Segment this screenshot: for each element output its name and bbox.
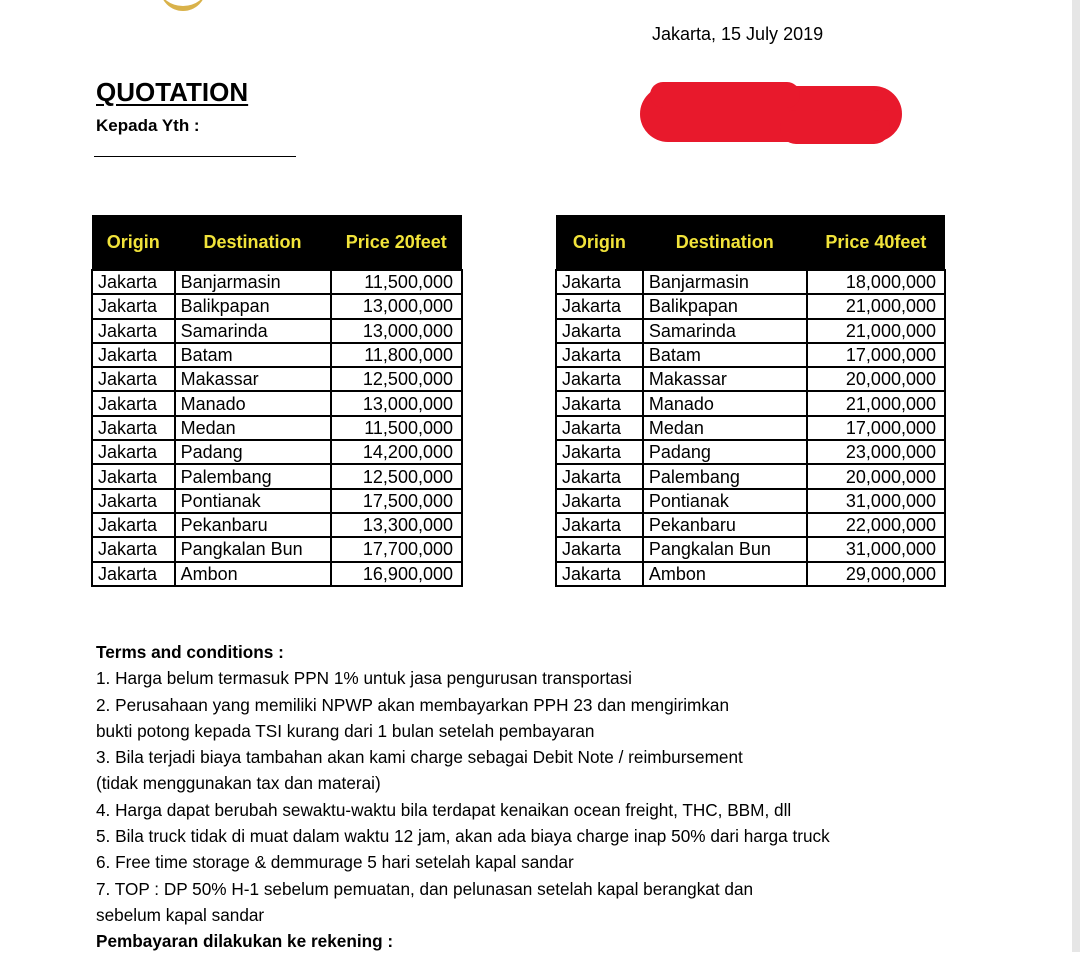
destination-cell: Medan xyxy=(643,416,807,440)
table-row xyxy=(556,416,945,440)
price-cell: 14,200,000 xyxy=(331,440,463,464)
destination-cell: Padang xyxy=(175,440,331,464)
table-row xyxy=(92,294,462,318)
price-cell: 29,000,000 xyxy=(807,562,945,586)
price-cell: 21,000,000 xyxy=(807,391,945,415)
table-row xyxy=(556,391,945,415)
terms-line: 1. Harga belum termasuk PPN 1% untuk jasa pengurusan transportasi xyxy=(96,668,632,689)
price-cell: 18,000,000 xyxy=(807,270,945,294)
price-cell: 13,000,000 xyxy=(331,319,463,343)
origin-cell: Jakarta xyxy=(92,464,175,488)
table-row xyxy=(92,367,462,391)
destination-cell: Manado xyxy=(643,391,807,415)
origin-cell: Jakarta xyxy=(556,489,643,513)
origin-cell: Jakarta xyxy=(556,513,643,537)
origin-cell: Jakarta xyxy=(92,294,175,318)
origin-cell: Jakarta xyxy=(92,562,175,586)
destination-cell: Pangkalan Bun xyxy=(175,537,331,561)
price-cell: 22,000,000 xyxy=(807,513,945,537)
origin-cell: Jakarta xyxy=(92,513,175,537)
terms-list xyxy=(96,665,996,928)
price-cell: 17,700,000 xyxy=(331,537,463,561)
table-header-row xyxy=(556,215,945,270)
price-cell: 12,500,000 xyxy=(331,464,463,488)
document-date: Jakarta, 15 July 2019 xyxy=(652,24,824,44)
destination-cell: Manado xyxy=(175,391,331,415)
origin-cell: Jakarta xyxy=(556,416,643,440)
origin-cell: Jakarta xyxy=(556,294,643,318)
origin-cell: Jakarta xyxy=(92,489,175,513)
origin-cell: Jakarta xyxy=(556,464,643,488)
price-cell: 20,000,000 xyxy=(807,464,945,488)
table-row xyxy=(92,464,462,488)
terms-line: sebelum kapal sandar xyxy=(96,904,265,925)
price-cell: 21,000,000 xyxy=(807,319,945,343)
terms-line: 2. Perusahaan yang memiliki NPWP akan membayarkan PPH 23 dan mengirimkan xyxy=(96,694,730,715)
price-cell: 17,000,000 xyxy=(807,416,945,440)
destination-cell: Palembang xyxy=(175,464,331,488)
table-row xyxy=(556,367,945,391)
table-row xyxy=(556,513,945,537)
origin-cell: Jakarta xyxy=(92,440,175,464)
origin-cell: Jakarta xyxy=(92,367,175,391)
page-edge-shadow xyxy=(1072,0,1080,952)
price-cell: 31,000,000 xyxy=(807,489,945,513)
table-row xyxy=(556,440,945,464)
terms-line: 3. Bila terjadi biaya tambahan akan kami charge sebagai Debit Note / reimbursement xyxy=(96,747,743,768)
destination-cell: Batam xyxy=(175,343,331,367)
price-cell: 13,000,000 xyxy=(331,294,463,318)
destination-cell: Banjarmasin xyxy=(175,270,331,294)
destination-cell: Batam xyxy=(643,343,807,367)
table-row xyxy=(92,416,462,440)
destination-cell: Pontianak xyxy=(643,489,807,513)
destination-cell: Makassar xyxy=(643,367,807,391)
price-cell: 31,000,000 xyxy=(807,537,945,561)
destination-cell: Pekanbaru xyxy=(643,513,807,537)
destination-cell: Pontianak xyxy=(175,489,331,513)
price-cell: 16,900,000 xyxy=(331,562,463,586)
origin-cell: Jakarta xyxy=(556,270,643,294)
destination-cell: Banjarmasin xyxy=(643,270,807,294)
terms-line: 7. TOP : DP 50% H-1 sebelum pemuatan, dan pelunasan setelah kapal berangkat dan xyxy=(96,878,754,899)
destination-cell: Samarinda xyxy=(175,319,331,343)
origin-cell: Jakarta xyxy=(92,537,175,561)
terms-line: 4. Harga dapat berubah sewaktu-waktu bila terdapat kenaikan ocean freight, THC, BBM, dll xyxy=(96,799,792,820)
destination-cell: Medan xyxy=(175,416,331,440)
column-header-origin: Origin xyxy=(556,215,643,270)
table-row xyxy=(556,319,945,343)
column-header-destination: Destination xyxy=(643,215,807,270)
company-logo-fragment xyxy=(160,0,206,11)
payment-heading: Pembayaran dilakukan ke rekening : xyxy=(96,931,394,952)
column-header-origin: Origin xyxy=(92,215,175,270)
terms-line: bukti potong kepada TSI kurang dari 1 bulan setelah pembayaran xyxy=(96,720,595,741)
origin-cell: Jakarta xyxy=(556,562,643,586)
destination-cell: Balikpapan xyxy=(175,294,331,318)
price-cell: 11,500,000 xyxy=(331,416,463,440)
price-cell: 17,000,000 xyxy=(807,343,945,367)
destination-cell: Balikpapan xyxy=(643,294,807,318)
origin-cell: Jakarta xyxy=(556,343,643,367)
origin-cell: Jakarta xyxy=(92,270,175,294)
recipient-blank-line xyxy=(94,156,296,157)
origin-cell: Jakarta xyxy=(556,440,643,464)
table-row xyxy=(92,343,462,367)
price-cell: 13,000,000 xyxy=(331,391,463,415)
document-title: QUOTATION xyxy=(96,77,249,107)
table-row xyxy=(92,270,462,294)
price-cell: 20,000,000 xyxy=(807,367,945,391)
table-row xyxy=(556,562,945,586)
table-row xyxy=(92,562,462,586)
price-table-40feet xyxy=(555,215,946,587)
table-row xyxy=(556,537,945,561)
terms-line: 6. Free time storage & demmurage 5 hari setelah kapal sandar xyxy=(96,852,574,873)
origin-cell: Jakarta xyxy=(556,391,643,415)
table-row xyxy=(92,489,462,513)
price-cell: 11,500,000 xyxy=(331,270,463,294)
column-header-price: Price 20feet xyxy=(331,215,463,270)
column-header-destination: Destination xyxy=(175,215,331,270)
destination-cell: Pangkalan Bun xyxy=(643,537,807,561)
redaction-mark xyxy=(640,86,902,142)
table-row xyxy=(556,294,945,318)
price-table-20feet xyxy=(91,215,463,587)
price-cell: 13,300,000 xyxy=(331,513,463,537)
origin-cell: Jakarta xyxy=(92,343,175,367)
table-row xyxy=(92,513,462,537)
origin-cell: Jakarta xyxy=(556,319,643,343)
price-cell: 23,000,000 xyxy=(807,440,945,464)
destination-cell: Makassar xyxy=(175,367,331,391)
table-row xyxy=(92,440,462,464)
destination-cell: Palembang xyxy=(643,464,807,488)
table-header-row xyxy=(92,215,462,270)
table-row xyxy=(556,270,945,294)
price-cell: 17,500,000 xyxy=(331,489,463,513)
column-header-price: Price 40feet xyxy=(807,215,945,270)
terms-heading: Terms and conditions : xyxy=(96,642,284,662)
destination-cell: Padang xyxy=(643,440,807,464)
table-row xyxy=(556,489,945,513)
price-cell: 21,000,000 xyxy=(807,294,945,318)
terms-line: 5. Bila truck tidak di muat dalam waktu 12 jam, akan ada biaya charge inap 50% dari harga truck xyxy=(96,826,830,847)
destination-cell: Pekanbaru xyxy=(175,513,331,537)
table-row xyxy=(92,319,462,343)
price-cell: 12,500,000 xyxy=(331,367,463,391)
table-row xyxy=(556,464,945,488)
terms-line: (tidak menggunakan tax dan materai) xyxy=(96,773,381,794)
price-cell: 11,800,000 xyxy=(331,343,463,367)
origin-cell: Jakarta xyxy=(92,319,175,343)
destination-cell: Ambon xyxy=(643,562,807,586)
destination-cell: Ambon xyxy=(175,562,331,586)
table-row xyxy=(92,391,462,415)
terms-section xyxy=(96,639,996,955)
origin-cell: Jakarta xyxy=(556,537,643,561)
origin-cell: Jakarta xyxy=(556,367,643,391)
destination-cell: Samarinda xyxy=(643,319,807,343)
table-row xyxy=(556,343,945,367)
origin-cell: Jakarta xyxy=(92,416,175,440)
origin-cell: Jakarta xyxy=(92,391,175,415)
table-row xyxy=(92,537,462,561)
recipient-label: Kepada Yth : xyxy=(96,116,200,135)
